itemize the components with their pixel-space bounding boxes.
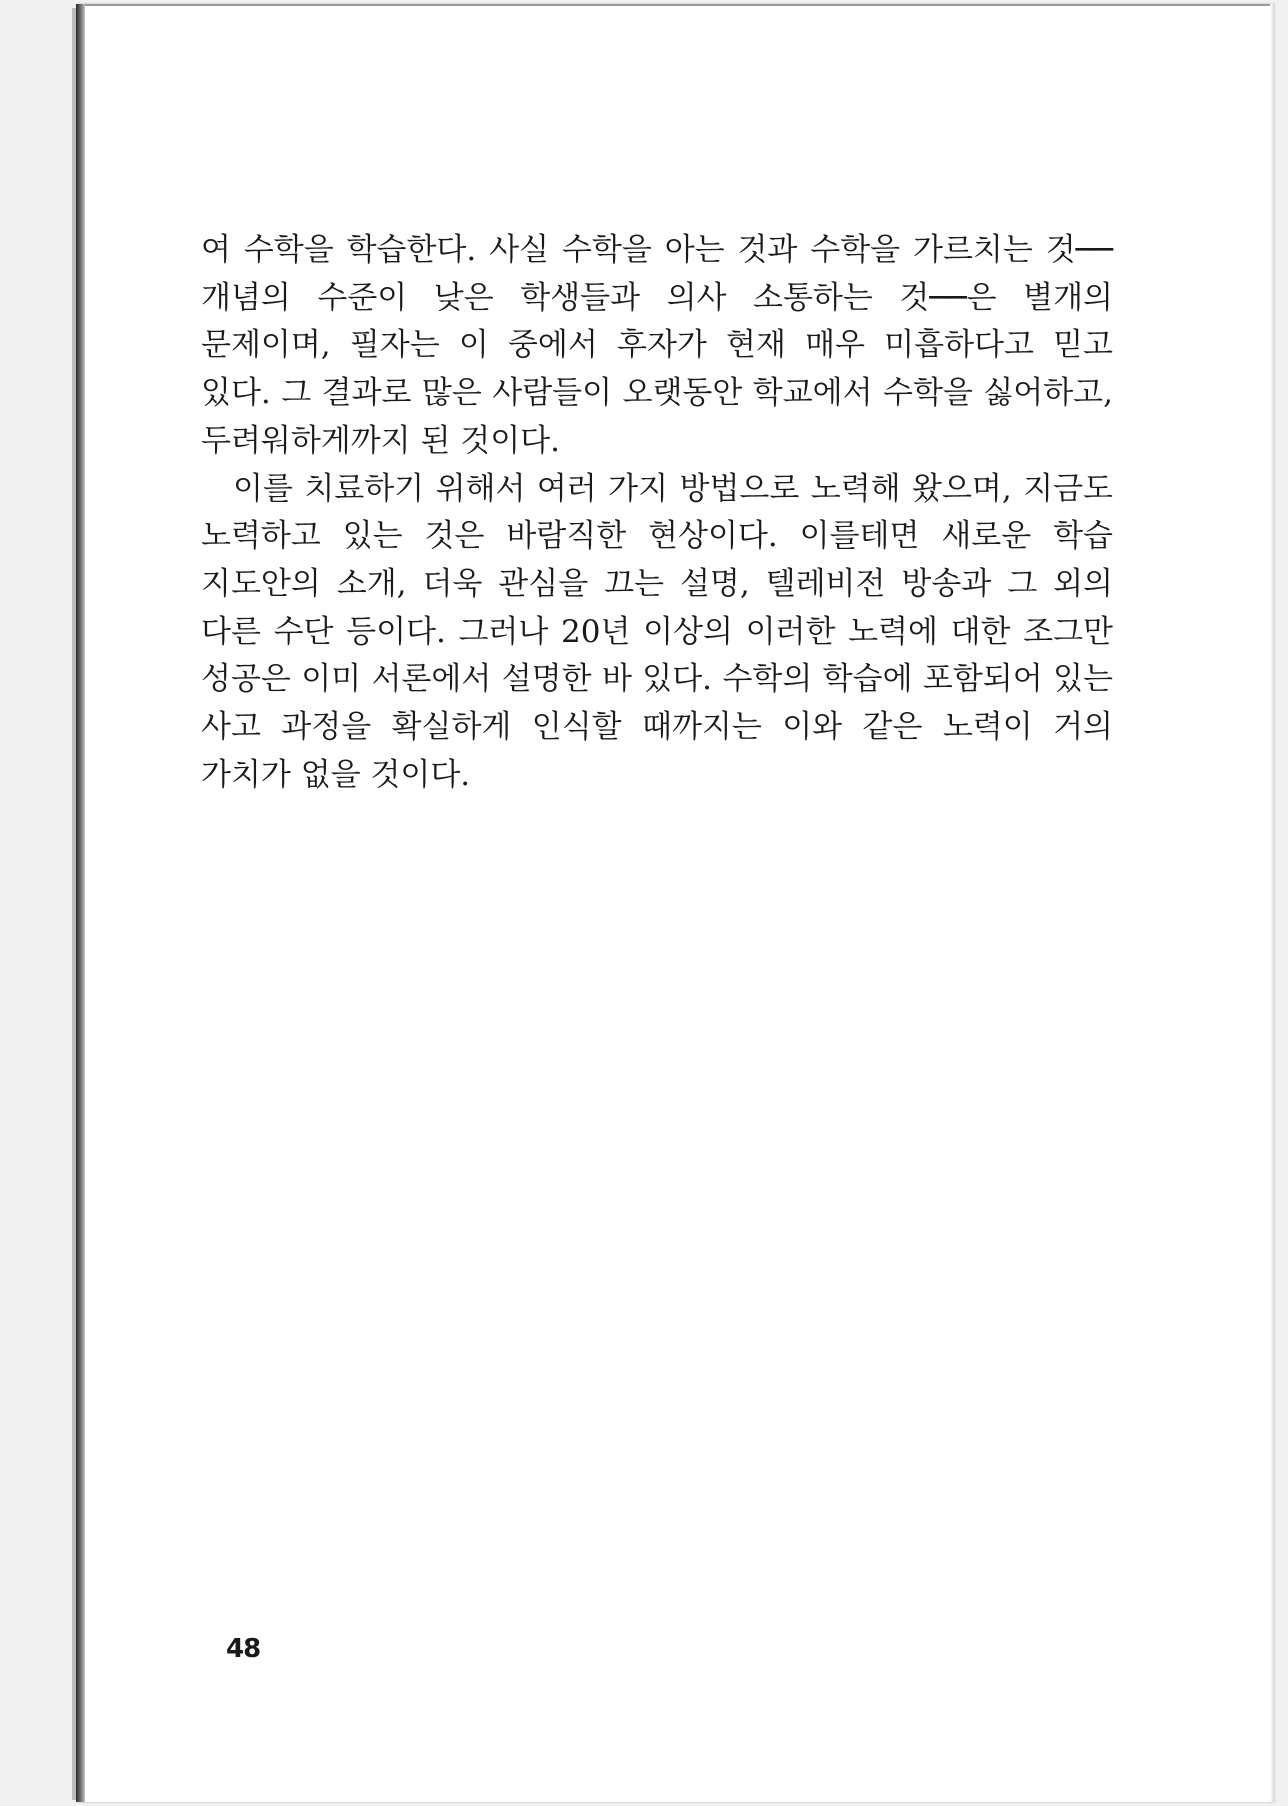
page-number: 48: [226, 1634, 261, 1664]
page-right-edge: [1270, 4, 1275, 1802]
paragraph-2: 이를 치료하기 위해서 여러 가지 방법으로 노력해 왔으며, 지금도 노력하고 있는 것은 바람직한 현상이다. 이를테면 새로운 학습 지도안의 소개, 더욱 관심을 끄는 설명, 텔레비전 방송과 그 외의 다른 수단 등이다. 그러나 20년 이상의 이러한 노력에 대한 조그만 성공은 이미 서론에서 설명한 바 있다. 수학의 학습에 포함되어 있는 사고 과정을 확실하게 인식할 때까지는 이와 같은 노력이 거의 가치가 없을 것이다.: [201, 470, 1113, 793]
book-spine-shadow: [76, 4, 85, 1802]
paragraph-1: 여 수학을 학습한다. 사실 수학을 아는 것과 수학을 가르치는 것──개념의 수준이 낮은 학생들과 의사 소통하는 것──은 별개의 문제이며, 필자는 이 중에서 후자가 현재 매우 미흡하다고 믿고 있다. 그 결과로 많은 사람들이 오랫동안 학교에서 수학을 싫어하고, 두려워하게까지 된 것이다.: [201, 232, 1113, 459]
body-text: [201, 227, 1113, 799]
